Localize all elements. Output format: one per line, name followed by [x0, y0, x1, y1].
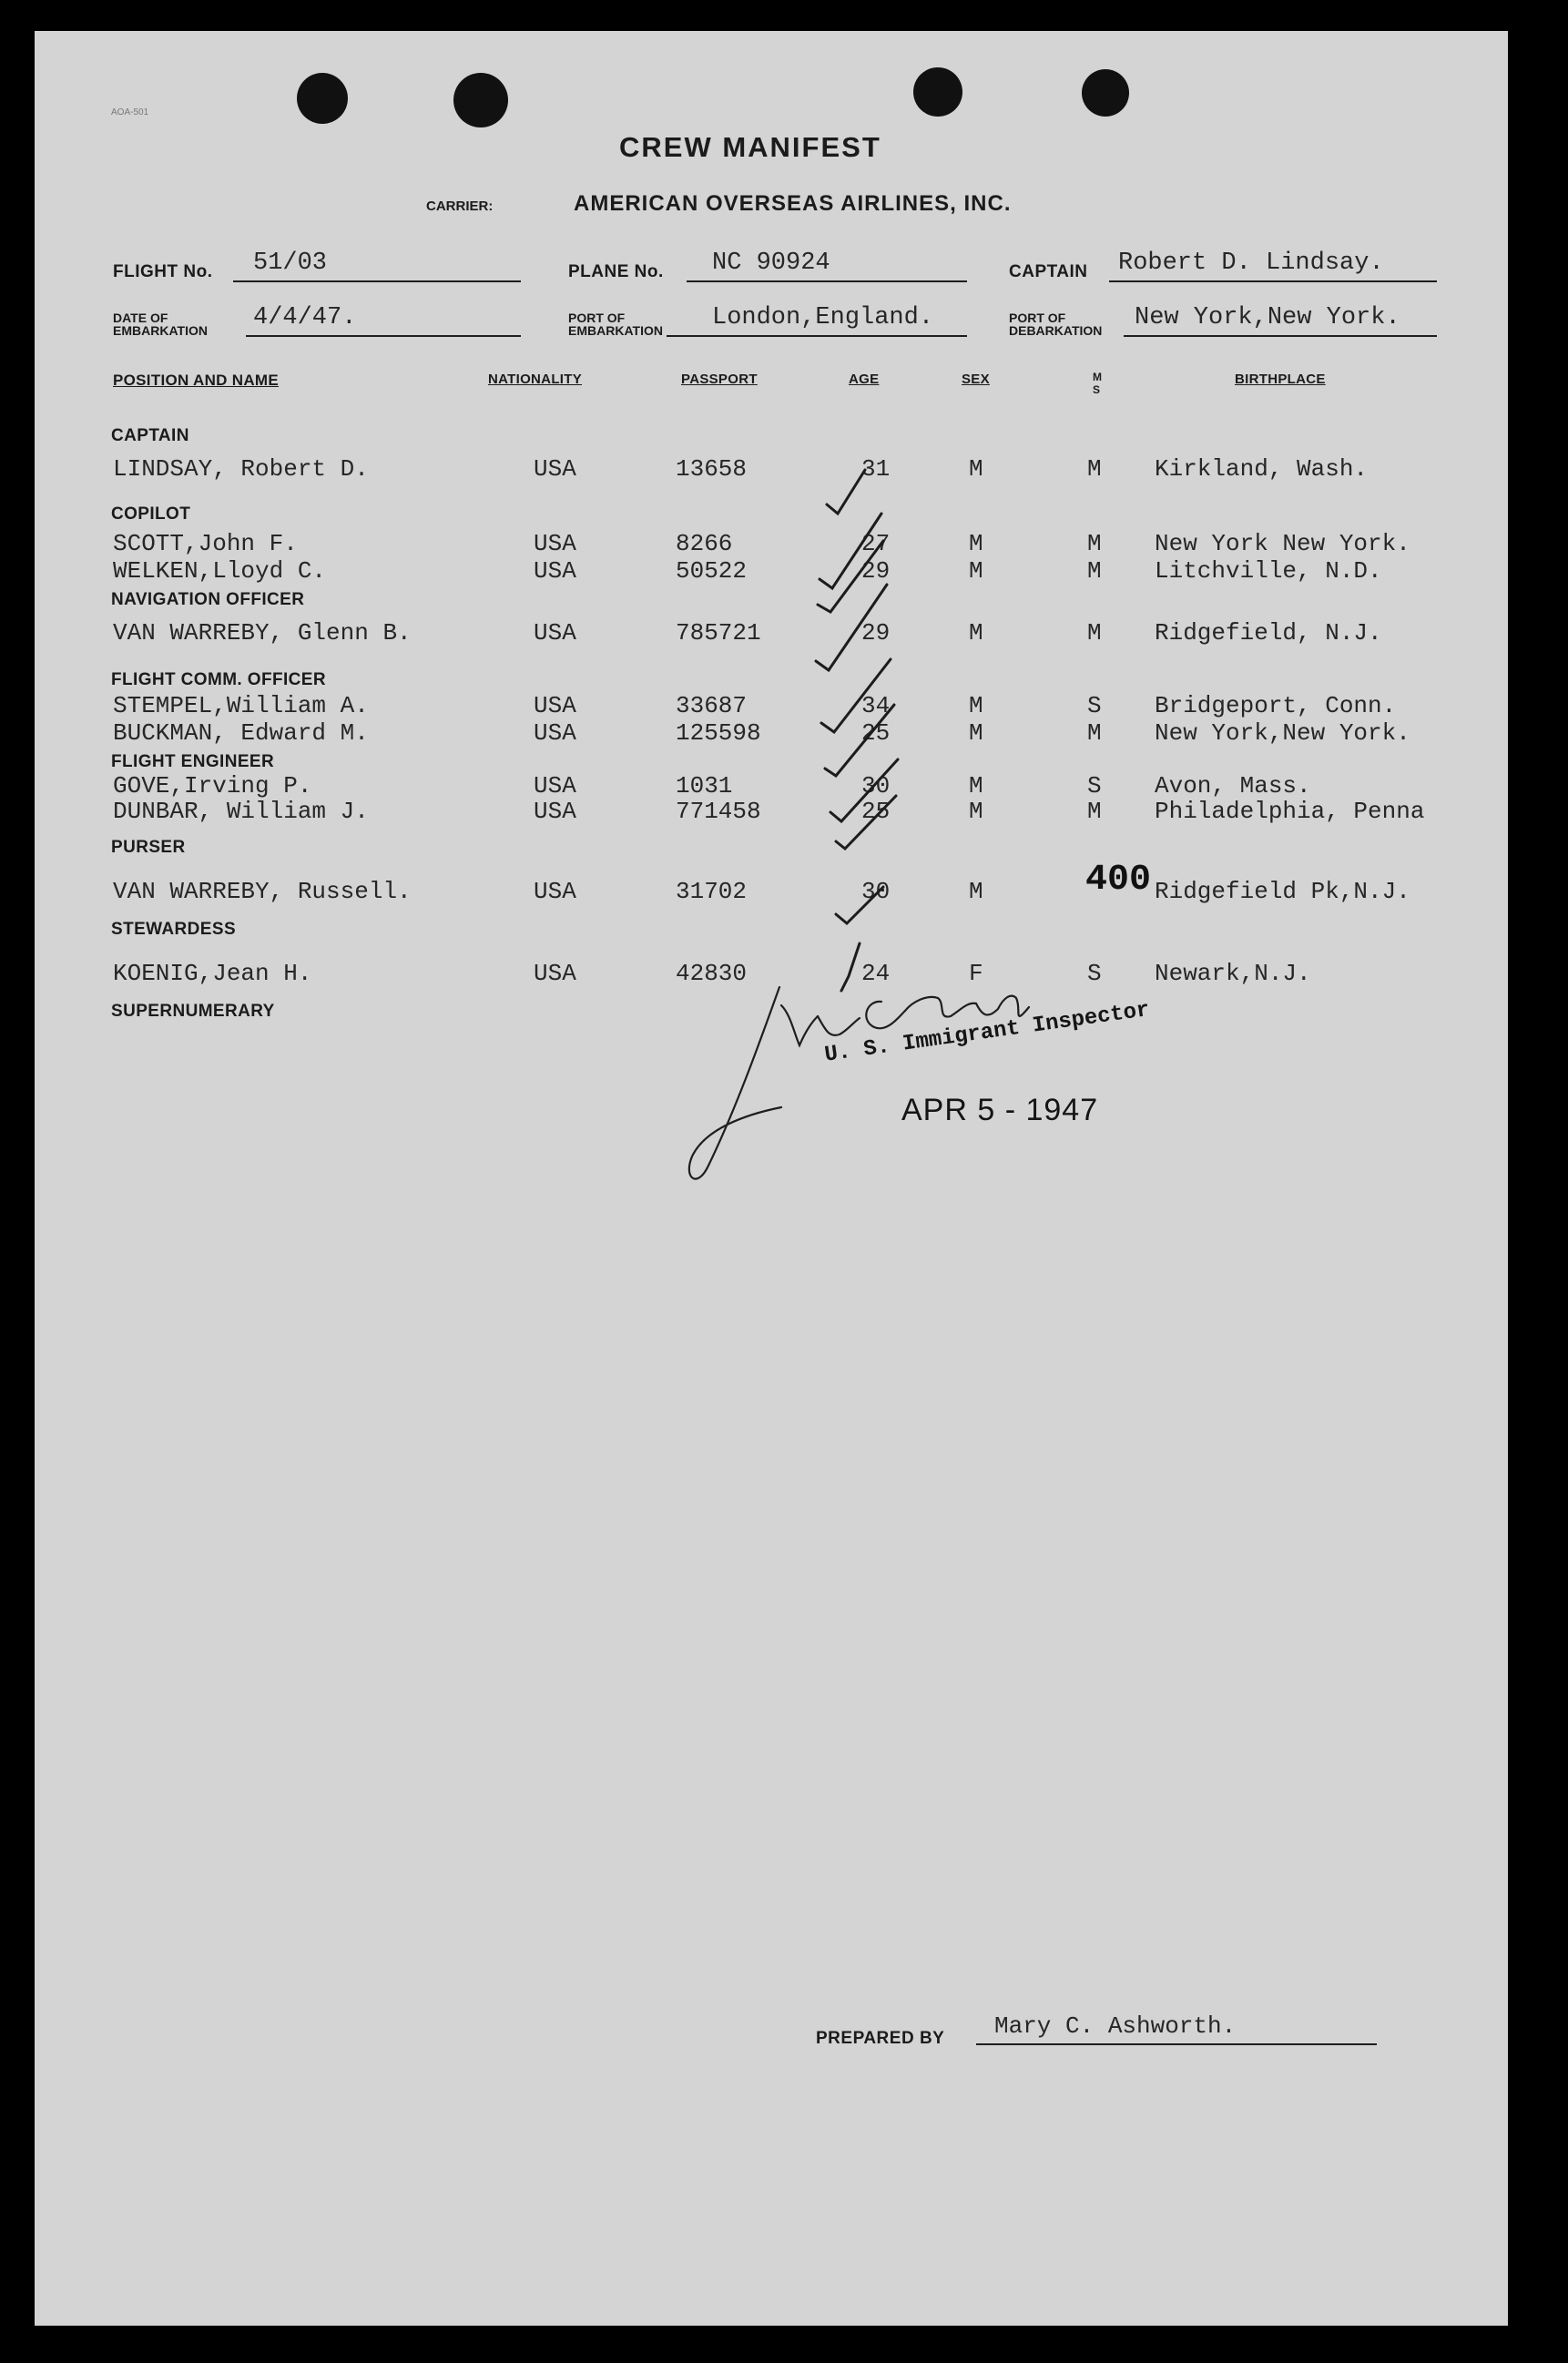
crew-passport: 771458 [676, 798, 761, 825]
crew-name: VAN WARREBY, Russell. [113, 878, 412, 905]
col-birthplace: BIRTHPLACE [1235, 372, 1326, 387]
crew-nationality: USA [534, 772, 576, 800]
col-passport: PASSPORT [681, 372, 758, 387]
plane-no-label: PLANE No. [568, 262, 664, 281]
flight-no-value: 51/03 [253, 250, 328, 277]
captain-value: Robert D. Lindsay. [1118, 250, 1384, 277]
port-deb-underline [1124, 335, 1437, 337]
crew-nationality: USA [534, 960, 576, 987]
crew-age: 24 [861, 960, 891, 987]
crew-ms: M [1087, 798, 1102, 825]
crew-birthplace: Avon, Mass. [1155, 772, 1311, 800]
punch-hole [453, 73, 508, 127]
crew-birthplace: Philadelphia, Penna [1155, 798, 1425, 825]
prepared-by-label: PREPARED BY [816, 2029, 945, 2048]
crew-name: WELKEN,Lloyd C. [113, 557, 327, 585]
crew-age: 29 [861, 619, 891, 647]
inspector-signature [672, 951, 1145, 1206]
col-position-name: POSITION AND NAME [113, 372, 280, 389]
section-stewardess: STEWARDESS [111, 920, 237, 939]
crew-ms: M [1087, 719, 1102, 747]
crew-birthplace: Ridgefield Pk,N.J. [1155, 878, 1410, 905]
crew-ms: M [1087, 619, 1102, 647]
crew-sex: M [969, 798, 983, 825]
section-purser: PURSER [111, 838, 186, 857]
col-ms-top: M [1093, 371, 1102, 383]
crew-birthplace: Bridgeport, Conn. [1155, 692, 1397, 719]
crew-ms: S [1087, 692, 1102, 719]
crew-passport: 125598 [676, 719, 761, 747]
crew-birthplace: Kirkland, Wash. [1155, 455, 1369, 483]
section-captain: CAPTAIN [111, 426, 189, 445]
captain-underline [1109, 280, 1437, 282]
crew-birthplace: Ridgefield, N.J. [1155, 619, 1382, 647]
captain-label: CAPTAIN [1009, 262, 1088, 281]
col-sex: SEX [962, 372, 990, 387]
crew-nationality: USA [534, 619, 576, 647]
port-deb-label-2: DEBARKATION [1009, 323, 1103, 338]
crew-nationality: USA [534, 798, 576, 825]
port-emb-underline [667, 335, 967, 337]
port-embarkation: London,England. [712, 304, 934, 331]
crew-age: 25 [861, 798, 891, 825]
crew-nationality: USA [534, 719, 576, 747]
crew-nationality: USA [534, 455, 576, 483]
carrier-name: AMERICAN OVERSEAS AIRLINES, INC. [574, 191, 1012, 216]
crew-birthplace: Newark,N.J. [1155, 960, 1311, 987]
crew-passport: 42830 [676, 960, 748, 987]
crew-age: 31 [861, 455, 891, 483]
embarkation-date: 4/4/47. [253, 304, 357, 331]
crew-passport: 33687 [676, 692, 748, 719]
crew-name: DUNBAR, William J. [113, 798, 369, 825]
flight-no-label: FLIGHT No. [113, 262, 213, 281]
crew-nationality: USA [534, 692, 576, 719]
crew-age: 27 [861, 530, 891, 557]
date-label-2: EMBARKATION [113, 323, 208, 338]
crew-passport: 1031 [676, 772, 733, 800]
crew-sex: M [969, 878, 983, 905]
checkmarks [781, 413, 909, 996]
crew-sex: M [969, 619, 983, 647]
crew-sex: M [969, 530, 983, 557]
col-ms-bottom: S [1093, 383, 1101, 396]
crew-passport: 50522 [676, 557, 748, 585]
crew-passport: 8266 [676, 530, 733, 557]
port-emb-label-2: EMBARKATION [568, 323, 663, 338]
crew-sex: M [969, 719, 983, 747]
port-emb-label-1: PORT OF [568, 311, 626, 325]
date-stamp: APR 5 - 1947 [901, 1093, 1099, 1127]
crew-name: BUCKMAN, Edward M. [113, 719, 369, 747]
crew-passport: 31702 [676, 878, 748, 905]
section-navigation: NAVIGATION OFFICER [111, 590, 305, 609]
prepared-by-value: Mary C. Ashworth. [994, 2012, 1237, 2040]
crew-sex: M [969, 772, 983, 800]
crew-nationality: USA [534, 878, 576, 905]
punch-hole [913, 67, 962, 117]
crew-age: 34 [861, 692, 891, 719]
section-copilot: COPILOT [111, 504, 191, 524]
crew-ms: S [1087, 960, 1102, 987]
crew-nationality: USA [534, 557, 576, 585]
crew-ms: M [1087, 557, 1102, 585]
crew-sex: M [969, 455, 983, 483]
punch-hole [297, 73, 348, 124]
crew-name: STEMPEL,William A. [113, 692, 369, 719]
crew-birthplace: Litchville, N.D. [1155, 557, 1382, 585]
crew-name: VAN WARREBY, Glenn B. [113, 619, 412, 647]
crew-name: KOENIG,Jean H. [113, 960, 312, 987]
section-supernumerary: SUPERNUMERARY [111, 1002, 275, 1021]
plane-no-value: NC 90924 [712, 250, 830, 277]
crew-passport: 785721 [676, 619, 761, 647]
date-label-1: DATE OF [113, 311, 168, 325]
punch-hole [1082, 69, 1129, 117]
crew-name: SCOTT,John F. [113, 530, 298, 557]
crew-name: LINDSAY, Robert D. [113, 455, 369, 483]
crew-sex: M [969, 557, 983, 585]
crew-birthplace: New York,New York. [1155, 719, 1410, 747]
port-debarkation: New York,New York. [1135, 304, 1400, 331]
crew-ms: M [1087, 530, 1102, 557]
crew-passport: 13658 [676, 455, 748, 483]
section-engineer: FLIGHT ENGINEER [111, 752, 275, 771]
crew-nationality: USA [534, 530, 576, 557]
section-comm: FLIGHT COMM. OFFICER [111, 670, 326, 689]
stamp-number: 400 [1085, 860, 1152, 901]
prepared-by-underline [976, 2043, 1377, 2045]
flight-no-underline [233, 280, 521, 282]
inspector-title: U. S. Immigrant Inspector [823, 997, 1152, 1068]
crew-sex: M [969, 692, 983, 719]
page-title: CREW MANIFEST [619, 131, 881, 163]
crew-birthplace: New York New York. [1155, 530, 1410, 557]
manifest-sheet [35, 31, 1508, 2326]
col-nationality: NATIONALITY [488, 372, 583, 387]
port-deb-label-1: PORT OF [1009, 311, 1066, 325]
crew-name: GOVE,Irving P. [113, 772, 312, 800]
crew-age: 29 [861, 557, 891, 585]
crew-ms: S [1087, 772, 1102, 800]
carrier-label: CARRIER: [426, 199, 494, 214]
crew-ms: M [1087, 455, 1102, 483]
crew-sex: F [969, 960, 983, 987]
date-underline [246, 335, 521, 337]
crew-age: 30 [861, 772, 891, 800]
crew-age: 25 [861, 719, 891, 747]
col-age: AGE [849, 372, 880, 387]
plane-no-underline [687, 280, 967, 282]
form-code: AOA-501 [111, 107, 149, 117]
crew-age: 30 [861, 878, 891, 905]
